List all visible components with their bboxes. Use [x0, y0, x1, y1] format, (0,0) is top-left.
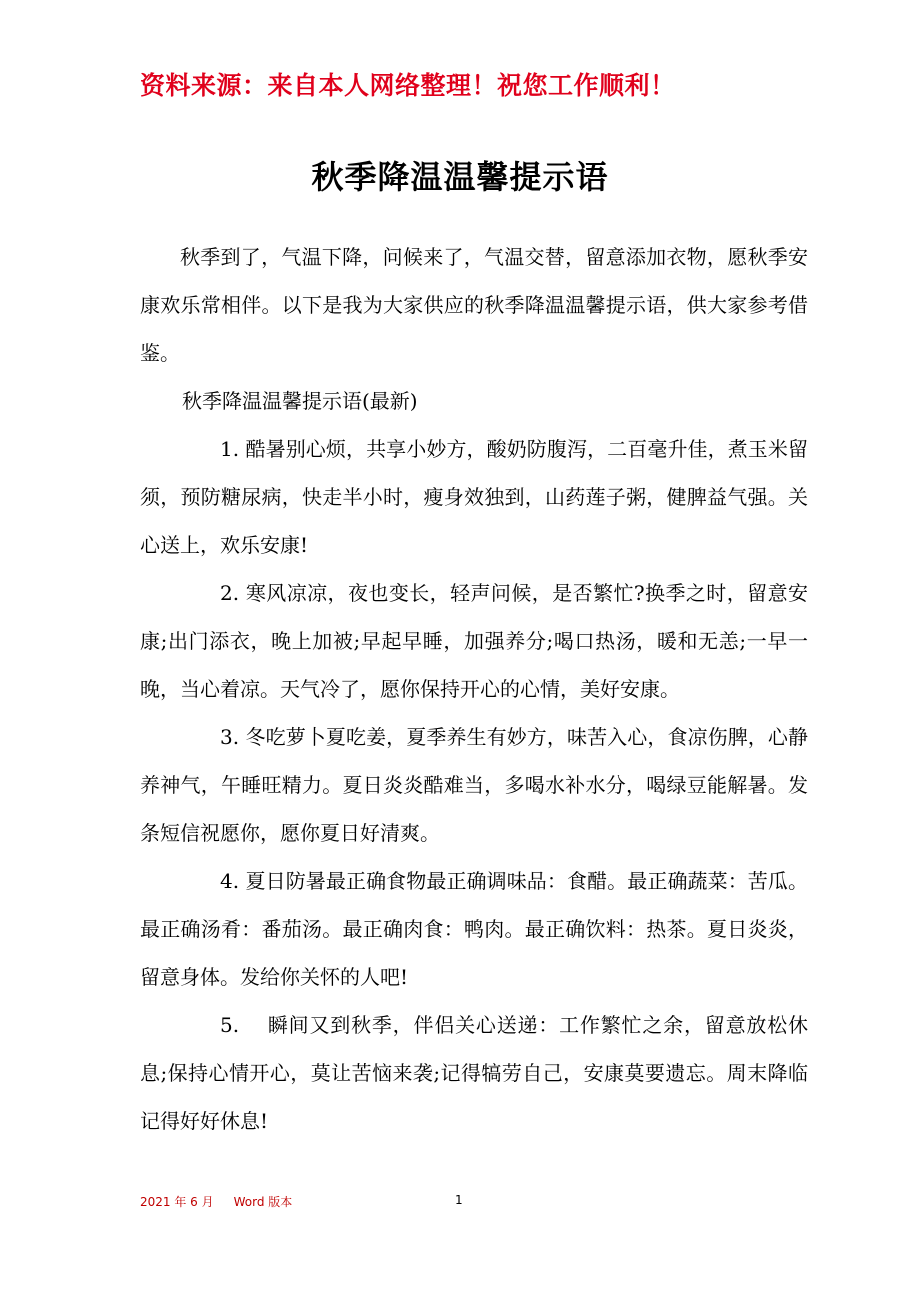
section-subheading: 秋季降温温馨提示语(最新) [182, 389, 418, 413]
footer-date: 2021 年 6 月 [140, 1195, 214, 1209]
footer-info [140, 1193, 292, 1210]
list-item: 3. 冬吃萝卜夏吃姜，夏季养生有妙方，味苦入心，食凉伤脾，心静养神气，午睡旺精力。夏日炎炎酷难当，多喝水补水分，喝绿豆能解暑。发条短信祝愿你，愿你夏日好清爽。 [140, 725, 808, 845]
list-item: 4. 夏日防暑最正确食物最正确调味品：食醋。最正确蔬菜：苦瓜。最正确汤肴：番茄汤。最正确肉食：鸭肉。最正确饮料：热茶。夏日炎炎，留意身体。发给你关怀的人吧! [140, 869, 808, 989]
list-item: 2. 寒风凉凉，夜也变长，轻声问候，是否繁忙?换季之时，留意安康;出门添衣，晚上加被;早起早睡，加强养分;喝口热汤，暖和无恙;一早一晚，当心着凉。天气冷了，愿你保持开心的心情，美好安康。 [140, 581, 808, 701]
page-title: 秋季降温温馨提示语 [311, 158, 609, 196]
document-body [140, 233, 808, 1145]
list-item: 1. 酷暑别心烦，共享小妙方，酸奶防腹泻，二百毫升佳，煮玉米留须，预防糖尿病，快走半小时，瘦身效独到，山药莲子粥，健脾益气强。关心送上，欢乐安康! [140, 437, 808, 557]
list-item: 5. 瞬间又到秋季，伴侣关心送递：工作繁忙之余，留意放松休息;保持心情开心，莫让苦恼来袭;记得犒劳自己，安康莫要遗忘。周末降临记得好好休息! [140, 1013, 808, 1133]
page-number: 1 [455, 1193, 463, 1207]
source-banner: 资料来源：来自本人网络整理！祝您工作顺利！ [140, 71, 676, 100]
footer-version: Word 版本 [233, 1195, 293, 1209]
intro-paragraph: 秋季到了，气温下降，问候来了，气温交替，留意添加衣物，愿秋季安康欢乐常相伴。以下是我为大家供应的秋季降温温馨提示语，供大家参考借鉴。 [140, 245, 808, 365]
